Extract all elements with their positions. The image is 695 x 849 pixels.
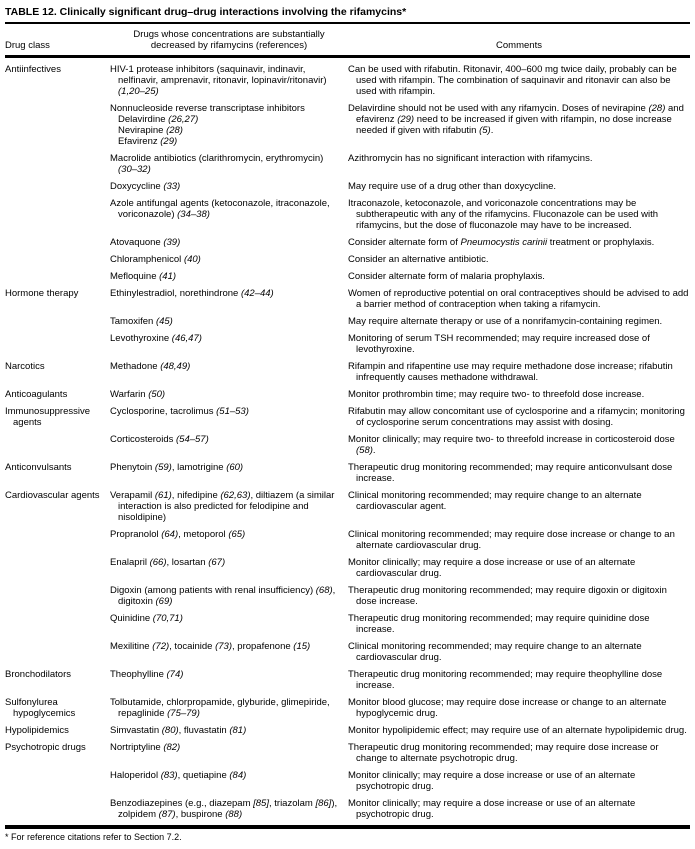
comments-cell: Rifabutin may allow concomitant use of cyclosporine and a rifamycin; monitoring of cyclosporine serum concentrations may assist with dosing. [348, 406, 685, 428]
table-row [5, 725, 690, 736]
drugs-line: Delavirdine (26,27) [118, 114, 199, 125]
table-row [5, 271, 690, 282]
drugs-line: Methadone (48,49) [110, 361, 191, 372]
comments-cell: Monitor blood glucose; may require dose increase or change to an alternate hypoglycemic drug. [348, 697, 667, 719]
table-row [5, 288, 690, 310]
table-header [5, 24, 690, 58]
comments-cell: Monitor clinically; may require a dose increase or use of an alternate cardiovascular drug. [348, 557, 636, 579]
comments-cell: Monitor clinically; may require two- to threefold increase in corticosteroid dose (58). [348, 434, 675, 456]
drugs-cell [110, 288, 348, 310]
comments-cell: Monitor prothrombin time; may require two- to threefold dose increase. [348, 389, 645, 400]
drugs-line: Haloperidol (83), quetiapine (84) [110, 770, 247, 781]
drugs-cell [110, 333, 348, 355]
comments-cell: Can be used with rifabutin. Ritonavir, 400–600 mg twice daily, probably can be used with rifampin. The combination of saquinavir and ritonavir can also be used with rifampin. [348, 64, 677, 97]
comments-cell: Delavirdine should not be used with any rifamycin. Doses of nevirapine (28) and efavirenz (29) need to be increased if given with rifampin, no dose increase needed if given with rifabutin (5). [348, 103, 684, 136]
table-row [5, 462, 690, 484]
drugs-cell [110, 669, 348, 691]
table-row [5, 770, 690, 792]
drugs-line: Macrolide antibiotics (clarithromycin, erythromycin) (30–32) [110, 153, 324, 175]
comments-cell: May require use of a drug other than doxycycline. [348, 181, 557, 192]
table-row [5, 333, 690, 355]
comments-cell: Rifampin and rifapentine use may require methadone dose increase; rifabutin infrequently causes methadone withdrawal. [348, 361, 673, 383]
drugs-cell [110, 316, 348, 327]
drugs-line: Theophylline (74) [110, 669, 184, 680]
table-row [5, 198, 690, 231]
drugs-cell [110, 181, 348, 192]
drug-class-cell [5, 529, 110, 551]
comments-cell: Clinical monitoring recommended; may require change to an alternate cardiovascular agent. [348, 490, 642, 512]
drug-class-cell [5, 585, 110, 607]
table-row [5, 742, 690, 764]
drugs-cell [110, 529, 348, 551]
drug-class-cell [5, 181, 110, 192]
drugs-line: Mexilitine (72), tocainide (73), propafenone (15) [110, 641, 311, 652]
drugs-cell [110, 613, 348, 635]
table-row [5, 64, 690, 97]
drug-class-cell: Anticoagulants [5, 389, 68, 400]
drug-class-cell [5, 333, 110, 355]
table-row [5, 434, 690, 456]
drugs-cell [110, 697, 348, 719]
drug-class-cell: Bronchodilators [5, 669, 72, 680]
drugs-cell [110, 153, 348, 175]
drugs-line: Nevirapine (28) [118, 125, 183, 136]
comments-cell: Monitor clinically; may require a dose increase or use of an alternate psychotropic drug. [348, 798, 636, 820]
drugs-cell [110, 198, 348, 231]
drugs-cell [110, 725, 348, 736]
drugs-cell [110, 361, 348, 383]
drug-class-cell [5, 770, 110, 792]
drugs-line: Cyclosporine, tacrolimus (51–53) [110, 406, 249, 417]
drug-class-cell [5, 641, 110, 663]
drugs-line: Verapamil (61), nifedipine (62,63), diltiazem (a similar interaction is also predicted for felodipine and nisoldipine) [110, 490, 335, 523]
drugs-line: Nonnucleoside reverse transcriptase inhibitors [110, 103, 305, 114]
drugs-line: Levothyroxine (46,47) [110, 333, 202, 344]
drugs-line: Tamoxifen (45) [110, 316, 173, 327]
drugs-line: Quinidine (70,71) [110, 613, 183, 624]
table-row [5, 406, 690, 428]
drugs-line: HIV-1 protease inhibitors (saquinavir, indinavir, nelfinavir, amprenavir, ritonavir, lopinavir/ritonavir) (1,20–25) [110, 64, 327, 97]
drug-class-cell [5, 237, 110, 248]
drugs-cell [110, 434, 348, 456]
table-row [5, 557, 690, 579]
comments-cell: Therapeutic drug monitoring recommended; may require digoxin or digitoxin dose increase. [348, 585, 667, 607]
drugs-cell [110, 742, 348, 764]
drug-class-cell: Narcotics [5, 361, 45, 372]
drugs-line: Digoxin (among patients with renal insufficiency) (68), digitoxin (69) [110, 585, 336, 607]
drug-class-cell [5, 557, 110, 579]
drug-class-cell [5, 798, 110, 820]
drug-class-cell [5, 254, 110, 265]
drugs-cell [110, 798, 348, 820]
drug-class-cell [5, 198, 110, 231]
drugs-cell [110, 557, 348, 579]
drugs-line: Benzodiazepines (e.g., diazepam [85], triazolam [86]), zolpidem (87), buspirone (88) [110, 798, 338, 820]
table-row [5, 490, 690, 523]
table-row [5, 585, 690, 607]
drug-class-cell: Anticonvulsants [5, 462, 72, 473]
comments-cell: Consider alternate form of Pneumocystis carinii treatment or prophylaxis. [348, 237, 655, 248]
drugs-cell [110, 254, 348, 265]
comments-cell: Itraconazole, ketoconazole, and voriconazole concentrations may be subtherapeutic with any of the rifamycins. Fluconazole can be used with rifamycins, but the dose of fluconazole may have to be increased. [348, 198, 659, 231]
drug-class-cell: Hypolipidemics [5, 725, 69, 736]
table-row [5, 316, 690, 327]
drug-class-cell [5, 613, 110, 635]
drugs-cell [110, 103, 348, 147]
comments-cell: Women of reproductive potential on oral contraceptives should be advised to add a barrier method of contraception when taking a rifamycin. [348, 288, 689, 310]
drug-class-cell: Hormone therapy [5, 288, 79, 299]
comments-cell: Clinical monitoring recommended; may require dose increase or change to an alternate cardiovascular drug. [348, 529, 675, 551]
table-row [5, 798, 690, 820]
comments-cell: Monitor hypolipidemic effect; may require use of an alternate hypolipidemic drug. [348, 725, 687, 736]
comments-cell: Monitoring of serum TSH recommended; may require increased dose of levothyroxine. [348, 333, 650, 355]
drugs-line: Tolbutamide, chlorpropamide, glyburide, glimepiride, repaglinide (75–79) [110, 697, 330, 719]
table-row [5, 641, 690, 663]
drugs-cell [110, 585, 348, 607]
table-row [5, 529, 690, 551]
drugs-line: Atovaquone (39) [110, 237, 181, 248]
table-row [5, 361, 690, 383]
drug-class-cell: Immunosuppressive agents [5, 406, 91, 428]
drugs-line: Phenytoin (59), lamotrigine (60) [110, 462, 244, 473]
comments-cell: Monitor clinically; may require a dose increase or use of an alternate psychotropic drug. [348, 770, 636, 792]
drugs-line: Nortriptyline (82) [110, 742, 181, 753]
column-header-comments: Comments [496, 40, 542, 51]
drug-class-cell [5, 153, 110, 175]
drug-class-cell [5, 434, 110, 456]
drugs-cell [110, 237, 348, 248]
drugs-line: Ethinylestradiol, norethindrone (42–44) [110, 288, 274, 299]
comments-cell: Consider alternate form of malaria prophylaxis. [348, 271, 545, 282]
table-body [5, 58, 690, 829]
drugs-line: Propranolol (64), metoporol (65) [110, 529, 246, 540]
drugs-cell [110, 462, 348, 484]
table-title: TABLE 12. Clinically significant drug–drug interactions involving the rifamycins* [5, 4, 690, 24]
comments-cell: Therapeutic drug monitoring recommended; may require dose increase or change to alternate psychotropic drug. [348, 742, 659, 764]
drugs-cell [110, 64, 348, 97]
table-row [5, 181, 690, 192]
column-header-drug-class: Drug class [5, 40, 50, 51]
column-header-drugs: Drugs whose concentrations are substantially decreased by rifamycins (references) [133, 29, 325, 51]
table-row [5, 613, 690, 635]
table-row [5, 103, 690, 147]
table-row [5, 153, 690, 175]
drugs-line: Doxycycline (33) [110, 181, 181, 192]
drugs-cell [110, 641, 348, 663]
drug-class-cell [5, 103, 110, 147]
table-row [5, 254, 690, 265]
drugs-line: Warfarin (50) [110, 389, 166, 400]
drug-class-cell: Antiinfectives [5, 64, 61, 75]
drugs-cell [110, 389, 348, 400]
drugs-cell [110, 406, 348, 428]
drug-class-cell [5, 271, 110, 282]
drugs-line: Enalapril (66), losartan (67) [110, 557, 226, 568]
comments-cell: Consider an alternative antibiotic. [348, 254, 489, 265]
drugs-line: Simvastatin (80), fluvastatin (81) [110, 725, 247, 736]
table-footnote: * For reference citations refer to Section 7.2. [5, 832, 182, 842]
table-row [5, 669, 690, 691]
comments-cell: Therapeutic drug monitoring recommended; may require quinidine dose increase. [348, 613, 650, 635]
drug-class-cell: Psychotropic drugs [5, 742, 86, 753]
drugs-line: Chloramphenicol (40) [110, 254, 201, 265]
drugs-cell [110, 490, 348, 523]
drug-class-cell [5, 316, 110, 327]
table-row [5, 237, 690, 248]
drug-class-cell: Cardiovascular agents [5, 490, 100, 501]
drugs-cell [110, 770, 348, 792]
table-row [5, 697, 690, 719]
drugs-line: Azole antifungal agents (ketoconazole, itraconazole, voriconazole) (34–38) [110, 198, 330, 220]
comments-cell: Clinical monitoring recommended; may require change to an alternate cardiovascular drug. [348, 641, 642, 663]
comments-cell: May require alternate therapy or use of a nonrifamycin-containing regimen. [348, 316, 663, 327]
comments-cell: Therapeutic drug monitoring recommended; may require anticonvulsant dose increase. [348, 462, 673, 484]
drugs-line: Corticosteroids (54–57) [110, 434, 209, 445]
drugs-cell [110, 271, 348, 282]
comments-cell: Azithromycin has no significant interaction with rifamycins. [348, 153, 593, 164]
drugs-line: Efavirenz (29) [118, 136, 178, 147]
drug-class-cell: Sulfonylurea hypoglycemics [5, 697, 76, 719]
comments-cell: Therapeutic drug monitoring recommended; may require theophylline dose increase. [348, 669, 663, 691]
table-row [5, 389, 690, 400]
drugs-line: Mefloquine (41) [110, 271, 177, 282]
